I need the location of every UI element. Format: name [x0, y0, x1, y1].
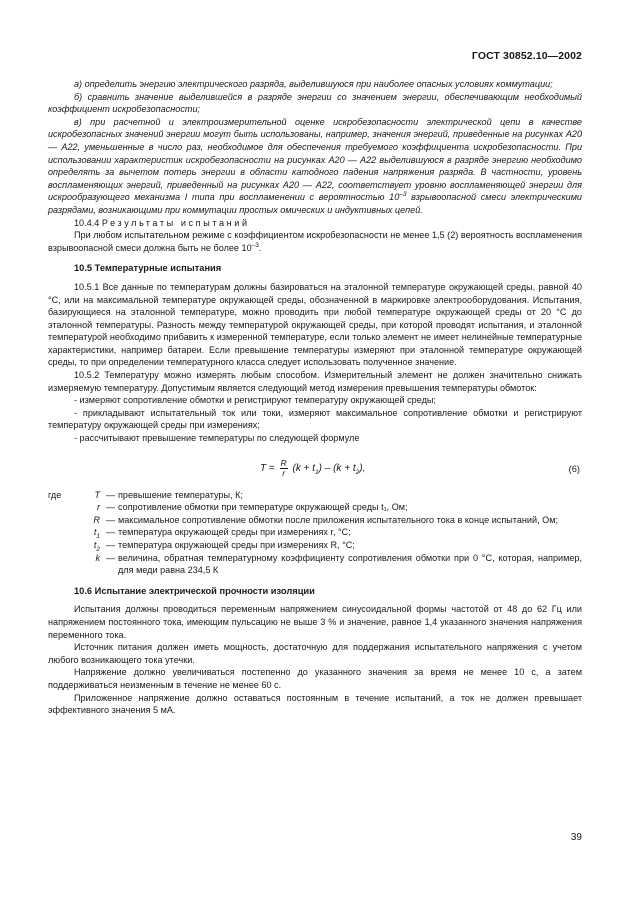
page-number: 39 [570, 832, 582, 843]
item-v-text-end: взрывоопасной смеси электрическими разрядами, возникающими при коммутации простых омических и индуктивных цепей. [48, 192, 582, 215]
results-heading [48, 217, 582, 230]
formula-numerator: R [280, 457, 287, 468]
item-a: а) определить энергию электрического разряда, выделившуюся при наиболее опасных условиях коммутации; [74, 79, 553, 89]
results-number: 10.4.4 [74, 217, 100, 228]
definition-symbol: r [96, 502, 100, 513]
para-10-6-4: Приложенное напряжение должно оставаться постоянным в течение испытаний, а ток не должен превышает эффективного значения 5 мА. [48, 692, 582, 716]
bullet-2: - прикладывают испытательный ток или токи, измеряют максимальное сопротивление обмотки и регистрируют температуру окружающей среды при измерениях; [48, 407, 582, 431]
item-v [48, 116, 582, 217]
item-b: б) сравнить значение выделившейся в разряде энергии со значением энергии, обеспечивающим необходимый коэффициент искробезопасности; [48, 91, 582, 115]
formula-sub-2: 2 [355, 468, 360, 476]
formula-sub-1: 1 [315, 468, 319, 476]
definition-text: температура окружающей среды при измерениях R, °С; [118, 540, 355, 550]
results-exponent: –3 [251, 241, 259, 249]
definitions-list [48, 489, 582, 577]
definition-symbol: k [95, 552, 100, 563]
formula-number: (6) [568, 463, 580, 474]
para-10-6-2: Источник питания должен иметь мощность, достаточную для поддержания испытательного напряжения с учетом любого возникающего тока утечки. [48, 642, 582, 665]
results-text-post: . [258, 242, 262, 253]
definition-text: максимальное сопротивление обмотки после приложения испытательного тока в конце испытаний, Ом; [118, 514, 558, 525]
formula-6 [48, 457, 582, 481]
definition-text: температура окружающей среды при измерениях r, °С; [118, 527, 351, 538]
where-word: где [48, 489, 62, 500]
definition-row: $t_1$ — температура окружающей среды при измерениях r, °С; [48, 526, 582, 539]
definition-text: превышение температуры, К; [118, 489, 243, 500]
results-title: Результаты испытаний [101, 217, 250, 228]
formula-fraction [280, 459, 288, 478]
definition-symbol: $t_1$ [93, 527, 100, 541]
item-v-text: в) при расчетной и электроизмерительной оценке искробезопасности электрической цепи в качестве искробезопасных значений энергии могут быть использованы, например, значения энергий, приведенные на рисунках А20 — А22, уменьшенные в число раз, необходимое для обеспечения требуемого коэффициента искробезопасности. При использовании характеристик искробезопасности на рисунках А20 — А22 выделившуюся в разряде энергию необходимо определять за вычетом потерь энергии в области катодного падения напряжения разряда. В частности, уровень воспламеняющих энергий, приведенный на рисунках А20 — А22, соответствует уровню воспламеняющей энергии для искрообразующего механизма I типа при воспламенении с вероятностью 10 [48, 116, 582, 203]
section-10-5-title: 10.5 Температурные испытания [74, 263, 222, 274]
para-10-6-1: Испытания должны проводиться переменным напряжением синусоидальной формы частотой от 48 до 62 Гц или напряжением постоянного тока, имеющим пульсацию не выше 3 % и значение, равное 1,4 указанного значения напряжения переменного тока. [48, 604, 582, 640]
definition-row: $t_2$ — температура окружающей среды при измерениях R, °С; [48, 539, 582, 552]
formula-expression [260, 459, 365, 478]
results-text [48, 229, 582, 254]
section-10-6-title: 10.6 Испытание электрической прочности изоляции [74, 585, 315, 596]
definition-symbol: $t_2$ [93, 540, 100, 553]
definition-row: k — величина, обратная температурному коэффициенту сопротивления обмотки при 0 °С, которая, например, для меди равна 234,5 К [48, 552, 582, 577]
definition-symbol: T [94, 489, 100, 500]
bullet-3: - рассчитывают превышение температуры по следующей формуле [74, 433, 360, 444]
results-text-pre: При любом испытательном режиме с коэффициентом искробезопасности не менее 1,5 (2) вероятность воспламенения взрывоопасной смеси должна быть не более 10 [48, 230, 582, 253]
para-10-6-3: Напряжение должно увеличиваться постепенно до указанного значения за время не менее 10 с, а затем поддерживаться неизменным в течение не менее 60 с. [48, 667, 582, 690]
item-v-exponent: –3 [399, 191, 407, 199]
definition-row: r — сопротивление обмотки при температуре окружающей среды t₁, Ом; [48, 501, 582, 514]
definition-symbol: R [93, 514, 100, 525]
para-10-5-2: 10.5.2 Температуру можно измерять любым способом. Измерительный элемент не должен значительно снижать измеряемую температуру. Допустимым является следующий метод измерения превышения температуры обмоток: [48, 370, 582, 393]
definition-row: R — максимальное сопротивление обмотки после приложения испытательного тока в конце испытаний, Ом; [48, 514, 582, 527]
document-header: ГОСТ 30852.10—2002 [471, 50, 582, 62]
definition-text: сопротивление обмотки при температуре окружающей среды t₁, Ом; [118, 502, 408, 513]
document-body [48, 78, 582, 717]
bullet-1: - измеряют сопротивление обмотки и регистрируют температуру окружающей среды; [74, 395, 436, 406]
formula-rhs-1: (k + t [292, 462, 316, 474]
definition-text: величина, обратная температурному коэффициенту сопротивления обмотки при 0 °С, которая, например, для меди равна 234,5 К [118, 552, 582, 576]
para-10-5-1: 10.5.1 Все данные по температурам должны базироваться на эталонной температуре окружающей среды, равной 40 °С, или на максимальной температуре окружающей среды, обозначенной в маркировке электрооборудования. Испытания, базирующиеся на эталонной температуре, можно проводить при любой температуре окружающей среды от 20 °С до эталонной температуры. Разность между температурой окружающей среды, при которой проводят испытания, и эталонной температурой необходимо прибавить к измеренной температуре, если только элемент не имеет нелинейные температурные характеристики, например батареи. Если превышение температуры измеряют при эталонной температуре окружающей среды, то при определении температурного класса следует использовать полученное значение. [48, 281, 582, 368]
formula-rhs-3: ), [359, 462, 366, 474]
formula-lhs: T [260, 462, 267, 474]
formula-equals: = [268, 462, 275, 474]
formula-rhs-2: ) – (k + t [318, 462, 356, 474]
definition-row: где T — превышение температуры, К; [48, 489, 582, 502]
formula-denominator: r [282, 467, 286, 478]
